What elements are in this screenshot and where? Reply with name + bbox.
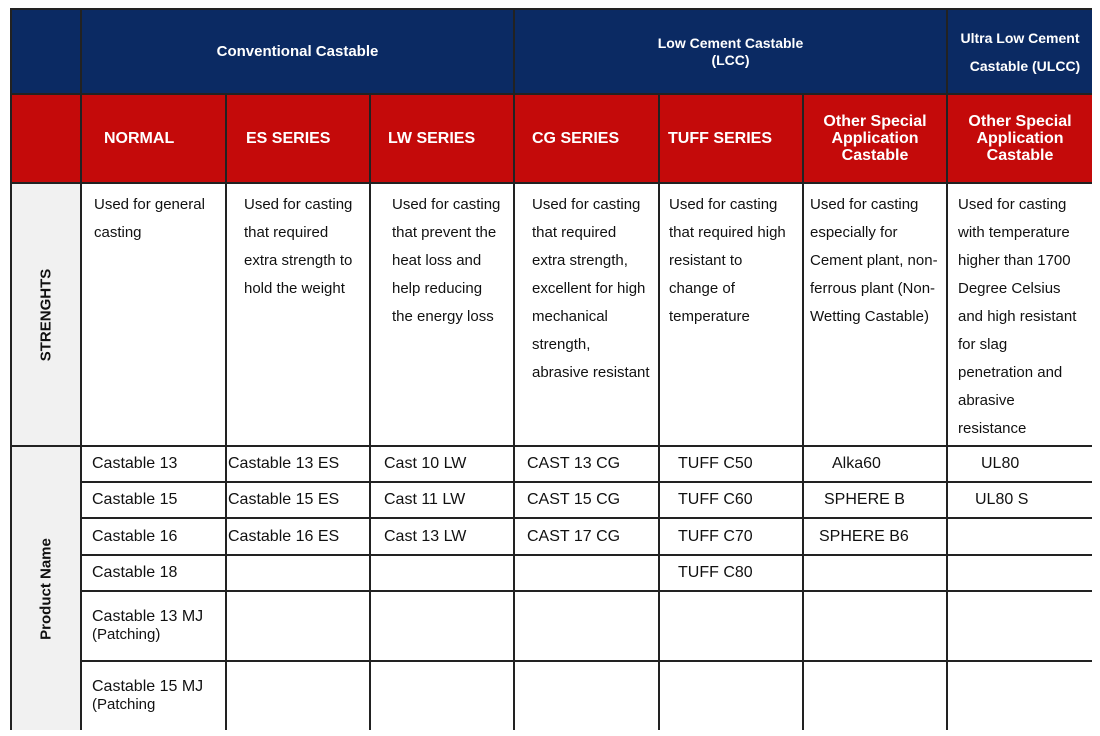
series-corner-cell	[12, 95, 82, 184]
text-line: with temperature	[958, 224, 1070, 241]
other-special-ulcc-line3: Castable	[986, 147, 1054, 164]
series-other-special-ulcc-header	[948, 95, 1092, 184]
product-name: Castable 13	[92, 455, 178, 472]
text-line: that required	[244, 224, 329, 241]
product-name: TUFF C80	[678, 564, 753, 581]
product-cell	[948, 483, 1092, 519]
product-cell	[227, 483, 371, 519]
text-line: excellent for high	[532, 280, 646, 297]
product-cell	[82, 447, 227, 483]
product-name: Castable 15 ES	[228, 491, 340, 508]
series-normal-label: NORMAL	[104, 130, 175, 147]
text-line: and high resistant	[958, 308, 1077, 325]
product-name-row-label	[12, 447, 82, 730]
text-line: change of	[669, 280, 735, 297]
product-cell-empty	[515, 592, 660, 662]
strengths-tuff	[660, 184, 804, 447]
product-name: UL80	[981, 455, 1020, 472]
product-cell	[82, 592, 227, 662]
text-line: Used for casting	[958, 196, 1067, 213]
product-cell	[515, 447, 660, 483]
text-line: penetration and	[958, 364, 1063, 381]
product-cell	[82, 483, 227, 519]
product-cell-empty	[371, 592, 515, 662]
product-name: UL80 S	[975, 491, 1029, 508]
text-line: Used for casting	[669, 196, 778, 213]
product-name: CAST 15 CG	[527, 491, 621, 508]
text-line: Wetting Castable)	[810, 308, 929, 325]
product-name-label: Product Name	[37, 537, 55, 640]
product-name: Cast 11 LW	[384, 491, 466, 508]
text-line: hold the weight	[244, 280, 345, 297]
text-line: Cement plant, non-	[810, 252, 938, 269]
text-line: Used for casting	[810, 196, 919, 213]
product-cell-empty	[948, 662, 1092, 730]
strengths-label: STRENGHTS	[37, 268, 55, 361]
product-cell	[227, 447, 371, 483]
product-name: Castable 15	[92, 491, 178, 508]
product-name: Cast 13 LW	[384, 527, 467, 545]
product-name: TUFF C70	[678, 527, 753, 545]
text-line: mechanical	[532, 308, 608, 325]
product-cell	[371, 447, 515, 483]
product-cell-empty	[227, 556, 371, 592]
text-line: Used for casting	[392, 196, 501, 213]
product-name: Cast 10 LW	[384, 455, 467, 472]
text-line: especially for	[810, 224, 898, 241]
series-tuff-label: TUFF SERIES	[668, 130, 773, 147]
text-line: that required	[532, 224, 617, 241]
text-line: for slag	[958, 336, 1008, 353]
product-cell-empty	[804, 592, 948, 662]
text-line: that required high	[669, 224, 786, 241]
series-normal-header	[82, 95, 227, 184]
product-cell-empty	[515, 662, 660, 730]
other-special-lcc-line1: Other Special	[823, 113, 927, 130]
product-cell	[82, 662, 227, 730]
text-line: higher than 1700	[958, 252, 1071, 269]
product-cell	[948, 519, 1092, 556]
product-cell-empty	[804, 556, 948, 592]
product-name: CAST 17 CG	[527, 527, 621, 545]
text-line: the energy loss	[392, 308, 494, 325]
product-name: Castable 16	[92, 527, 178, 545]
series-lw-label: LW SERIES	[388, 130, 476, 147]
product-name: Castable 16 ES	[228, 527, 340, 545]
product-cell	[515, 519, 660, 556]
strengths-lw	[371, 184, 515, 447]
series-other-special-lcc-header	[804, 95, 948, 184]
series-lw-header	[371, 95, 515, 184]
product-cell	[660, 483, 804, 519]
product-cell-empty	[948, 592, 1092, 662]
product-name: Castable 13 ES	[228, 455, 340, 472]
product-name-line2: (Patching)	[92, 626, 161, 643]
series-cg-label: CG SERIES	[532, 130, 620, 147]
text-line: casting	[94, 224, 142, 241]
series-tuff-header	[660, 95, 804, 184]
corner-header-cell	[12, 10, 82, 95]
product-cell	[804, 483, 948, 519]
strengths-row-label	[12, 184, 82, 447]
series-es-header	[227, 95, 371, 184]
product-cell	[948, 447, 1092, 483]
series-es-label: ES SERIES	[246, 130, 331, 147]
other-special-lcc-line3: Castable	[841, 147, 909, 164]
product-cell	[371, 483, 515, 519]
product-name: TUFF C60	[678, 491, 753, 508]
product-cell	[82, 556, 227, 592]
conventional-castable-header	[82, 10, 515, 95]
product-cell-empty	[660, 592, 804, 662]
text-line: ferrous plant (Non-	[810, 280, 936, 297]
castable-table	[10, 8, 1092, 730]
product-cell	[371, 519, 515, 556]
text-line: Used for casting	[532, 196, 641, 213]
text-line: extra strength to	[244, 252, 353, 269]
strengths-es	[227, 184, 371, 447]
product-cell	[804, 519, 948, 556]
product-cell-empty	[515, 556, 660, 592]
other-special-ulcc-line2: Application	[976, 130, 1064, 147]
text-line: help reducing	[392, 280, 483, 297]
product-cell	[804, 447, 948, 483]
lcc-label-line1: Low Cement Castable	[657, 34, 804, 51]
text-line: heat loss and	[392, 252, 482, 269]
product-cell-empty	[371, 556, 515, 592]
text-line: that prevent the	[392, 224, 497, 241]
product-cell	[227, 519, 371, 556]
strengths-normal	[82, 184, 227, 447]
text-line: resistant to	[669, 252, 743, 269]
text-line: abrasive	[958, 392, 1015, 409]
product-cell	[515, 483, 660, 519]
conventional-castable-label: Conventional Castable	[216, 42, 379, 60]
product-name: SPHERE B	[824, 491, 905, 508]
product-name: TUFF C50	[678, 455, 753, 472]
product-name-line1: Castable 15 MJ	[92, 678, 204, 695]
product-cell	[660, 447, 804, 483]
ulcc-label-line1: Ultra Low Cement	[960, 29, 1080, 46]
other-special-lcc-line2: Application	[831, 130, 919, 147]
product-name: Castable 18	[92, 564, 178, 581]
product-cell-empty	[804, 662, 948, 730]
product-name: CAST 13 CG	[527, 455, 621, 472]
lcc-label-line2: (LCC)	[711, 51, 750, 68]
product-cell-empty	[660, 662, 804, 730]
strengths-cg	[515, 184, 660, 447]
product-name: Alka60	[832, 455, 881, 472]
product-name: SPHERE B6	[819, 527, 909, 545]
product-cell-empty	[227, 662, 371, 730]
product-cell	[660, 556, 804, 592]
text-line: abrasive resistant	[532, 364, 650, 381]
product-name-line2: (Patching	[92, 696, 156, 713]
product-cell-empty	[371, 662, 515, 730]
product-cell-empty	[227, 592, 371, 662]
product-cell	[82, 519, 227, 556]
text-line: Used for casting	[244, 196, 353, 213]
strengths-other-special-ulcc	[948, 184, 1092, 447]
lcc-header	[515, 10, 948, 95]
strengths-other-special-lcc	[804, 184, 948, 447]
product-name-line1: Castable 13 MJ	[92, 608, 204, 625]
ulcc-header	[948, 10, 1092, 95]
product-cell	[660, 519, 804, 556]
product-cell-empty	[948, 556, 1092, 592]
text-line: Used for general	[94, 196, 205, 213]
text-line: Degree Celsius	[958, 280, 1061, 297]
text-line: extra strength,	[532, 252, 628, 269]
text-line: resistance	[958, 420, 1027, 437]
other-special-ulcc-line1: Other Special	[968, 113, 1072, 130]
text-line: strength,	[532, 336, 591, 353]
series-cg-header	[515, 95, 660, 184]
text-line: temperature	[669, 308, 750, 325]
ulcc-label-line2: Castable (ULCC)	[969, 57, 1081, 74]
